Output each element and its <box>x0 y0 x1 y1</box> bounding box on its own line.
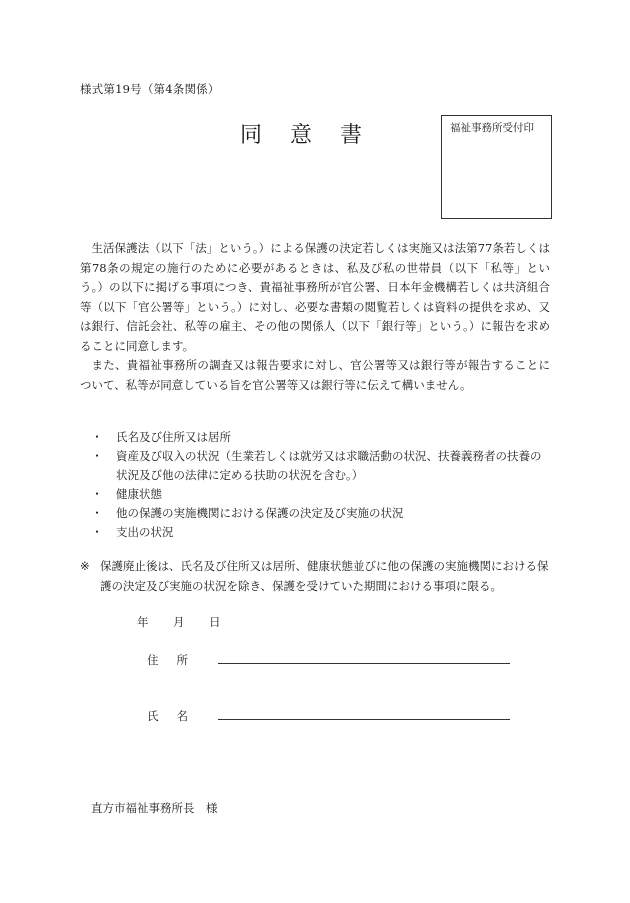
name-field[interactable] <box>218 719 510 720</box>
reception-stamp-box <box>441 115 552 219</box>
consent-paragraph-1: 生活保護法（以下「法」という。）による保護の決定若しくは実施又は法第77条若しくは第78条の規定の施行のために必要があるときは、私及び私の世帯員（以下「私等」という。）の以下に掲げる事項につき、貴福祉事務所が官公署、日本年金機構若しくは共済組合等（以下「官公署等」という。）に対し、必要な書類の閲覧若しくは資料の提供を求め、又は銀行、信託会社、私等の雇主、その他の関係人（以下「銀行等」という。）に報告を求めることに同意します。 <box>80 241 550 353</box>
name-label: 氏名 <box>147 709 206 723</box>
list-item <box>90 523 550 542</box>
date-month-label: 月 <box>173 615 185 629</box>
list-item <box>90 504 550 523</box>
bullet-mark: ・ <box>91 525 103 539</box>
list-item-text: 氏名及び住所又は居所 <box>116 430 231 444</box>
name-row <box>147 708 217 724</box>
post-abolition-note <box>80 557 550 596</box>
bullet-mark: ・ <box>91 430 103 444</box>
date-field[interactable] <box>137 614 221 630</box>
addressee: 直方市福祉事務所長 様 <box>91 801 218 815</box>
address-label: 住所 <box>147 653 206 667</box>
list-item-text: 資産及び収入の状況（生業若しくは就労又は求職活動の状況、扶養義務者の扶養の状況及び他の法律に定める扶助の状況を含む。） <box>116 449 542 482</box>
note-mark: ※ <box>80 559 90 573</box>
list-item <box>90 447 550 485</box>
list-item <box>90 428 550 447</box>
address-row <box>147 652 217 668</box>
document-title: 同意書 <box>240 123 391 148</box>
list-item-text: 健康状態 <box>116 487 162 501</box>
consent-body <box>80 239 550 395</box>
reception-stamp-label: 福祉事務所受付印 <box>450 122 534 134</box>
address-field[interactable] <box>218 663 510 664</box>
bullet-mark: ・ <box>91 449 103 463</box>
date-day-label: 日 <box>209 615 221 629</box>
date-year-label: 年 <box>137 615 149 629</box>
form-number: 様式第19号（第4条関係） <box>80 82 220 96</box>
bullet-mark: ・ <box>91 487 103 501</box>
consent-paragraph-2: また、貴福祉事務所の調査又は報告要求に対し、官公署等又は銀行等が報告することについて、私等が同意している旨を官公署等又は銀行等に伝えて構いません。 <box>80 358 550 392</box>
list-item <box>90 485 550 504</box>
list-item-text: 他の保護の実施機関における保護の決定及び実施の状況 <box>116 506 404 520</box>
bullet-mark: ・ <box>91 506 103 520</box>
consent-item-list <box>90 428 550 542</box>
list-item-text: 支出の状況 <box>116 525 174 539</box>
note-text: 保護廃止後は、氏名及び住所又は居所、健康状態並びに他の保護の実施機関における保護の決定及び実施の状況を除き、保護を受けていた期間における事項に限る。 <box>100 559 549 593</box>
